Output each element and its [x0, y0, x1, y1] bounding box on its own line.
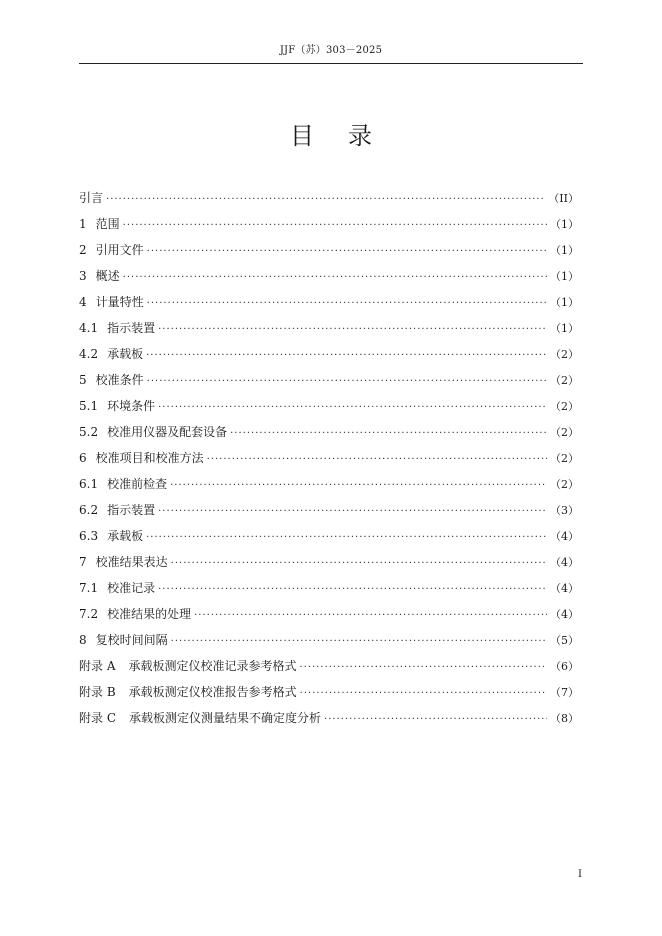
- page-title: 目录: [290, 122, 406, 150]
- toc-entry-page: （1）: [550, 322, 579, 335]
- toc-entry-page: （8）: [550, 712, 579, 725]
- toc-entry-page: （4）: [550, 530, 579, 543]
- toc-entry-title: 校准前检查: [107, 477, 168, 491]
- toc-entry-page: （3）: [550, 504, 579, 517]
- toc-dot-leader: [106, 187, 545, 213]
- running-header: JJF（苏）303－2025: [279, 45, 383, 56]
- toc-entry-5-2[interactable]: [79, 419, 579, 445]
- toc-entry-page: （1）: [550, 218, 579, 231]
- toc-entry-title: 校准结果表达: [95, 555, 168, 569]
- toc-dot-leader: [146, 525, 547, 551]
- toc-entry-number: 4.1: [79, 321, 99, 335]
- toc-entry-page: （1）: [550, 244, 579, 257]
- toc-dot-leader: [158, 395, 547, 421]
- toc-entry-5[interactable]: [79, 367, 579, 393]
- toc-entry-appendix-c[interactable]: [79, 705, 579, 731]
- toc-entry-page: （2）: [550, 452, 579, 465]
- toc-entry-page: （2）: [550, 400, 579, 413]
- toc-entry-7[interactable]: [79, 549, 579, 575]
- toc-entry-4-2[interactable]: [79, 341, 579, 367]
- toc-entry-page: （4）: [550, 582, 579, 595]
- toc-entry-page: （7）: [550, 686, 579, 699]
- toc-dot-leader: [158, 577, 547, 603]
- toc-entry-title: 校准用仪器及配套设备: [107, 425, 228, 439]
- toc-entry-title: 承载板: [107, 529, 144, 543]
- toc-entry-title: 范围: [95, 217, 120, 231]
- toc-dot-leader: [171, 551, 547, 577]
- toc-dot-leader: [171, 629, 547, 655]
- toc-dot-leader: [147, 239, 547, 265]
- toc-entry-title: 承载板测定仪校准报告参考格式: [128, 685, 297, 699]
- toc-entry-number: 4: [79, 295, 87, 309]
- toc-dot-leader: [146, 343, 547, 369]
- toc-dot-leader: [123, 213, 547, 239]
- toc-entry-4-1[interactable]: [79, 315, 579, 341]
- toc-entry-page: （4）: [550, 556, 579, 569]
- toc-entry-title: 校准条件: [95, 373, 144, 387]
- toc-entry-number: 5: [79, 373, 87, 387]
- toc-dot-leader: [194, 603, 547, 629]
- toc-entry-page: （2）: [550, 348, 579, 361]
- toc-entry-number: 6.1: [79, 477, 99, 491]
- toc-entry-4[interactable]: [79, 289, 579, 315]
- toc-dot-leader: [300, 681, 547, 707]
- toc-entry-page: （2）: [550, 478, 579, 491]
- toc-entry-3[interactable]: [79, 263, 579, 289]
- toc-entry-title: 校准项目和校准方法: [95, 451, 204, 465]
- toc-entry-title: 计量特性: [95, 295, 144, 309]
- toc-entry-5-1[interactable]: [79, 393, 579, 419]
- toc-dot-leader: [158, 317, 547, 343]
- toc-dot-leader: [324, 707, 547, 733]
- toc-entry-title: 复校时间间隔: [95, 633, 168, 647]
- toc-entry-number: 6.2: [79, 503, 99, 517]
- toc-entry-title: 校准结果的处理: [107, 607, 192, 621]
- toc-entry-title: 承载板测定仪测量结果不确定度分析: [129, 711, 322, 725]
- toc-entry-page: （4）: [550, 608, 579, 621]
- toc-entry-number: 5.1: [79, 399, 99, 413]
- toc-entry-number: 7: [79, 555, 87, 569]
- toc-entry-6-2[interactable]: [79, 497, 579, 523]
- toc-dot-leader: [300, 655, 548, 681]
- toc-entry-title: 环境条件: [107, 399, 156, 413]
- toc-entry-page: （5）: [550, 634, 579, 647]
- toc-entry-number: 7.2: [79, 607, 99, 621]
- toc-entry-intro[interactable]: [79, 185, 579, 211]
- toc-entry-number: 1: [79, 217, 87, 231]
- toc-entry-title: 指示装置: [107, 503, 156, 517]
- toc-entry-page: （6）: [550, 660, 579, 673]
- toc-entry-title: 承载板: [107, 347, 144, 361]
- toc-entry-page: （2）: [550, 374, 579, 387]
- toc-entry-page: （1）: [550, 296, 579, 309]
- toc-entry-page: （1）: [550, 270, 579, 283]
- toc-entry-page: （2）: [550, 426, 579, 439]
- toc-entry-number: 附录 C: [79, 711, 116, 725]
- table-of-contents: [79, 185, 579, 731]
- toc-entry-8[interactable]: [79, 627, 579, 653]
- toc-entry-title: 引用文件: [95, 243, 144, 257]
- toc-dot-leader: [147, 291, 547, 317]
- toc-entry-number: 6.3: [79, 529, 99, 543]
- toc-dot-leader: [170, 473, 547, 499]
- toc-entry-appendix-a[interactable]: [79, 653, 579, 679]
- toc-entry-1[interactable]: [79, 211, 579, 237]
- toc-entry-number: 2: [79, 243, 87, 257]
- header-rule: [79, 63, 583, 64]
- toc-dot-leader: [158, 499, 547, 525]
- toc-entry-number: 附录 B: [79, 685, 116, 699]
- toc-entry-number: 8: [79, 633, 87, 647]
- toc-dot-leader: [207, 447, 547, 473]
- page-number: I: [578, 869, 582, 880]
- toc-entry-2[interactable]: [79, 237, 579, 263]
- toc-entry-page: （II）: [548, 192, 579, 205]
- toc-entry-number: 5.2: [79, 425, 99, 439]
- toc-entry-title: 承载板测定仪校准记录参考格式: [128, 659, 297, 673]
- toc-entry-7-2[interactable]: [79, 601, 579, 627]
- toc-entry-6[interactable]: [79, 445, 579, 471]
- toc-entry-appendix-b[interactable]: [79, 679, 579, 705]
- toc-entry-number: 3: [79, 269, 87, 283]
- toc-entry-6-3[interactable]: [79, 523, 579, 549]
- toc-entry-title: 指示装置: [107, 321, 156, 335]
- toc-dot-leader: [230, 421, 547, 447]
- toc-entry-number: 4.2: [79, 347, 99, 361]
- toc-entry-number: 6: [79, 451, 87, 465]
- toc-entry-7-1[interactable]: [79, 575, 579, 601]
- toc-entry-number: 7.1: [79, 581, 99, 595]
- toc-entry-title: 校准记录: [107, 581, 156, 595]
- toc-dot-leader: [147, 369, 547, 395]
- toc-entry-title: 引言: [79, 191, 104, 205]
- toc-entry-6-1[interactable]: [79, 471, 579, 497]
- toc-entry-title: 概述: [95, 269, 120, 283]
- toc-dot-leader: [123, 265, 547, 291]
- toc-entry-number: 附录 A: [79, 659, 116, 673]
